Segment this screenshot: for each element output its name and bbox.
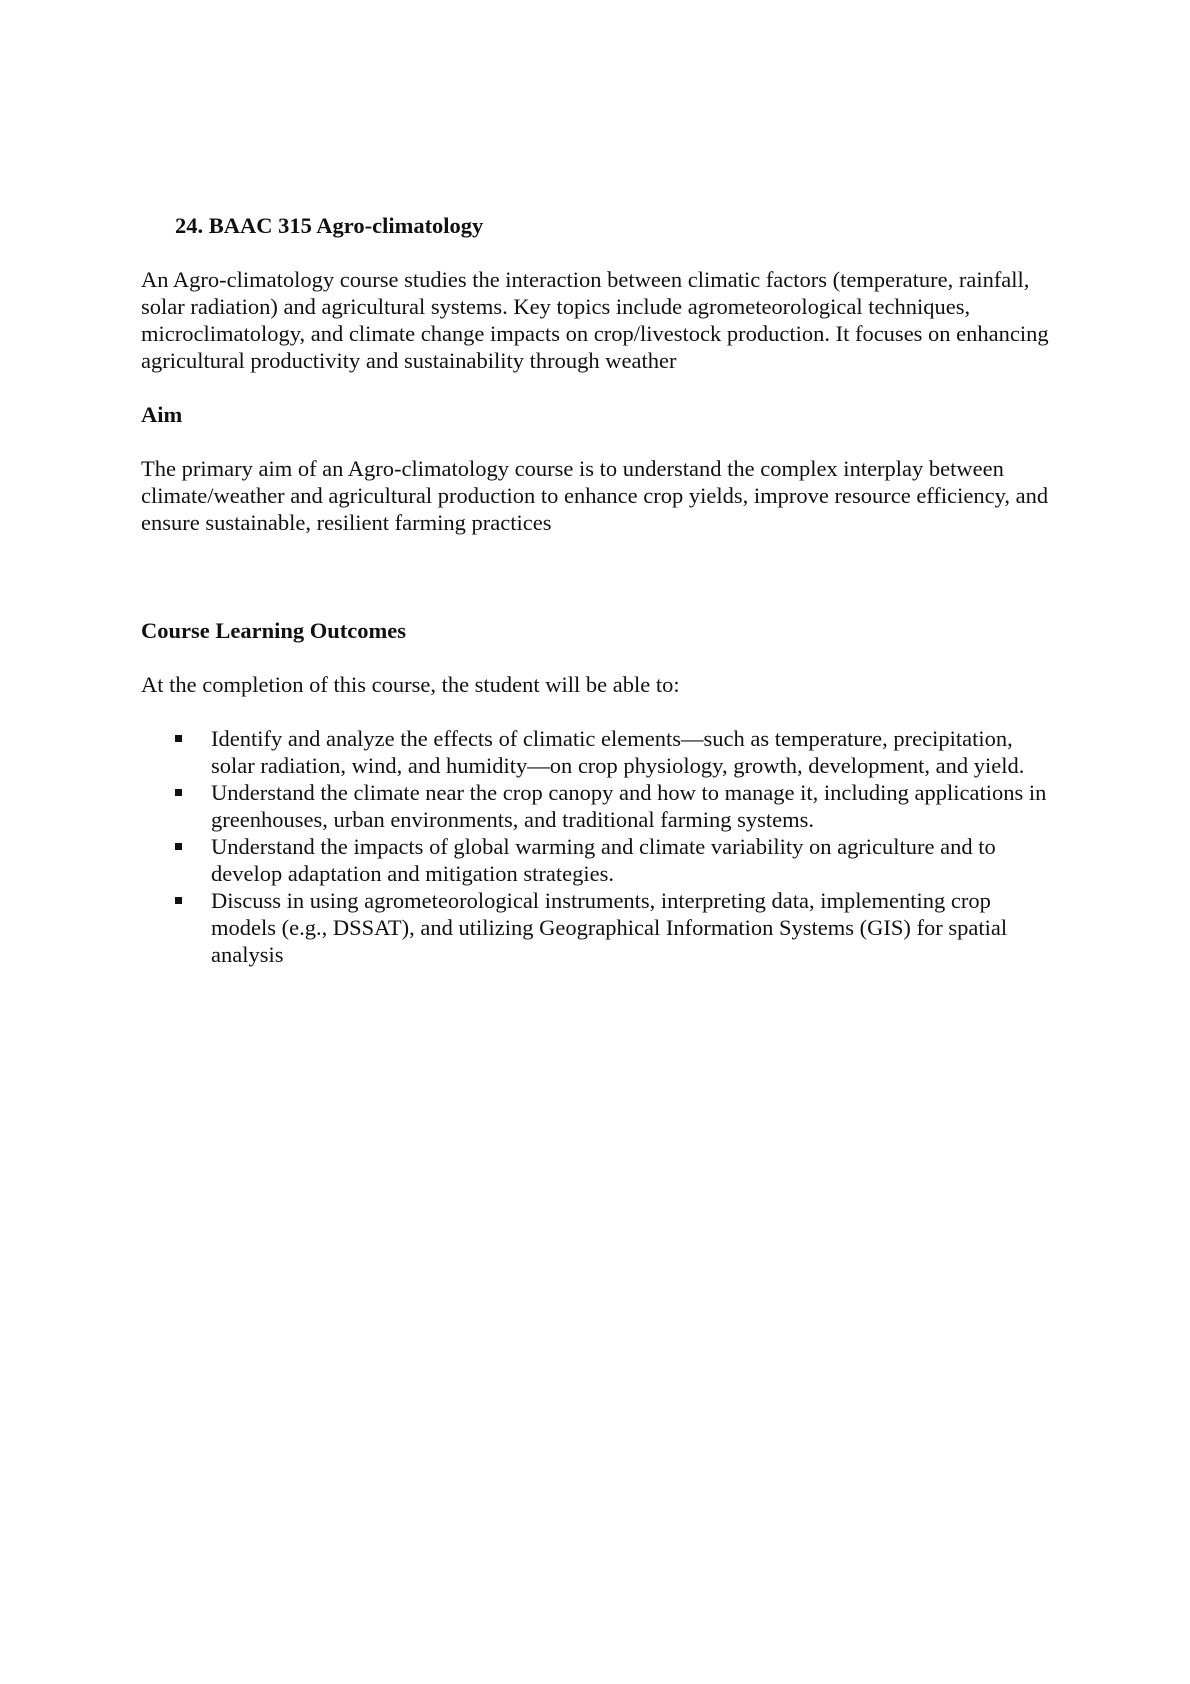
outcomes-lead: At the completion of this course, the student will be able to: xyxy=(141,672,680,697)
outcomes-list xyxy=(141,725,1061,968)
outcome-item xyxy=(211,725,1061,779)
square-bullet-icon xyxy=(175,789,182,796)
course-title: 24. BAAC 315 Agro-climatology xyxy=(175,213,484,238)
outcome-text: Understand the impacts of global warming and climate variability on agriculture and to develop adaptation and mitigation strategies. xyxy=(211,834,996,886)
aim-text: The primary aim of an Agro-climatology course is to understand the complex interplay between climate/weather and agricultural production to enhance crop yields, improve resource efficiency, and ensure sustainable, resilient farming practices xyxy=(141,456,1049,535)
square-bullet-icon xyxy=(175,735,182,742)
outcomes-heading: Course Learning Outcomes xyxy=(141,618,406,643)
square-bullet-icon xyxy=(175,843,182,850)
aim-heading: Aim xyxy=(141,402,183,427)
outcome-item xyxy=(211,887,1061,968)
outcome-item xyxy=(211,833,1061,887)
outcome-text: Understand the climate near the crop canopy and how to manage it, including applications in greenhouses, urban environments, and traditional farming systems. xyxy=(211,780,1047,832)
outcome-text: Identify and analyze the effects of climatic elements—such as temperature, precipitation, solar radiation, wind, and humidity—on crop physiology, growth, development, and yield. xyxy=(211,726,1025,778)
document-content xyxy=(141,212,1061,968)
square-bullet-icon xyxy=(175,897,182,904)
section-spacer xyxy=(141,563,1061,617)
course-intro: An Agro-climatology course studies the interaction between climatic factors (temperature, rainfall, solar radiation) and agricultural systems. Key topics include agrometeorological techniques, microclimatology, and climate change impacts on crop/livestock production. It focuses on enhancing agricultural productivity and sustainability through weather xyxy=(141,267,1049,373)
outcome-text: Discuss in using agrometeorological instruments, interpreting data, implementing crop models (e.g., DSSAT), and utilizing Geographical Information Systems (GIS) for spatial analysis xyxy=(211,888,1008,967)
outcome-item xyxy=(211,779,1061,833)
